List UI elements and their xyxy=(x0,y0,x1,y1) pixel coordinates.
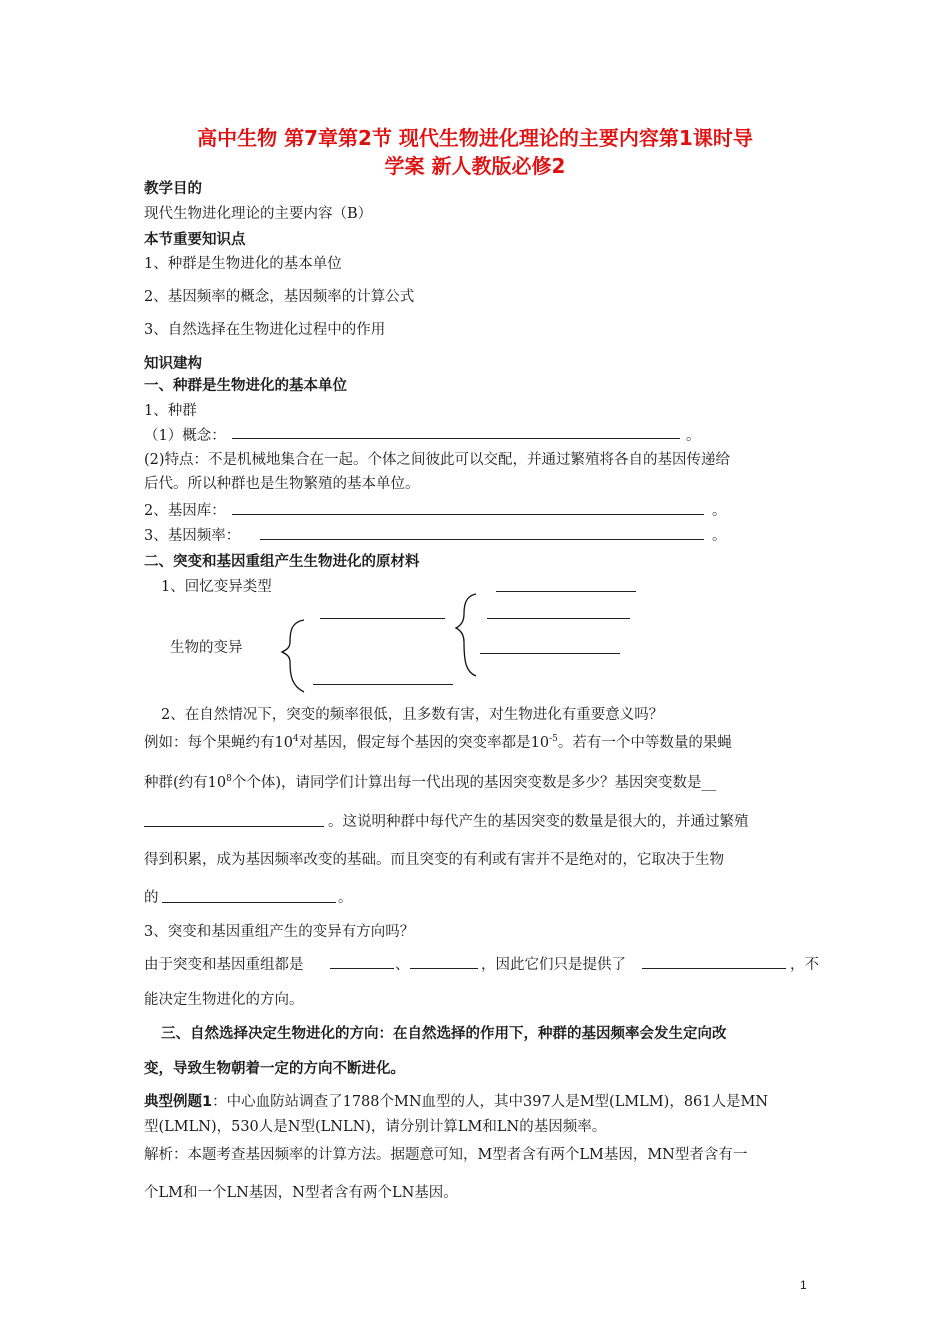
variation-blank-2[interactable] xyxy=(313,684,453,685)
concept-blank[interactable] xyxy=(232,438,680,439)
example-line4: 得到积累，成为基因频率改变的基础。而且突变的有利或有害并不是绝对的，它取决于生物 xyxy=(144,852,724,868)
undirected-blank[interactable] xyxy=(410,968,478,969)
key-point-1: 1、种群是生物进化的基本单位 xyxy=(144,256,342,272)
question-2: 2、在自然情况下，突变的频率很低，且多数有害，对生物进化有重要意义吗？ xyxy=(161,707,664,723)
example1-line2: 型(LMLN)，530人是N型(LNLN)，请分别计算LM和LN的基因频率。 xyxy=(144,1119,607,1135)
key-point-3: 3、自然选择在生物进化过程中的作用 xyxy=(144,322,386,338)
gene-pool-period: 。 xyxy=(712,503,727,519)
random-blank[interactable] xyxy=(330,968,394,969)
variation-label: 生物的变异 xyxy=(170,640,243,656)
gene-pool-label: 2、基因库： xyxy=(144,503,226,519)
direction-line2: 能决定生物进化的方向。 xyxy=(144,992,304,1008)
key-points-heading: 本节重要知识点 xyxy=(144,232,246,248)
page-number: 1 xyxy=(800,1278,807,1292)
example-line2: 种群(约有$10^8$个个体)，请同学们计算出每一代出现的基因突变数是多少？基因突变数是__ xyxy=(144,774,716,791)
document-title-line1: 高中生物 第7章第2节 现代生物进化理论的主要内容第1课时导 xyxy=(197,126,753,150)
example-line1: 例如：每个果蝇约有$10^4$对基因，假定每个基因的突变率都是$10^{-5}$。若有一个中等数量的果蝇 xyxy=(144,734,732,751)
variation-blank-3[interactable] xyxy=(496,591,636,592)
example1-label: 典型例题1 xyxy=(144,1094,213,1110)
section1-heading: 一、种群是生物进化的基本单位 xyxy=(144,378,347,394)
direction-line-sep: 、 xyxy=(395,957,410,973)
gene-freq-period: 。 xyxy=(712,528,727,544)
variation-blank-4[interactable] xyxy=(487,618,630,619)
document-title-line2: 学案 新人教版必修2 xyxy=(384,154,566,178)
section1-item1: 1、种群 xyxy=(144,403,197,419)
example-line3: 。这说明种群中每代产生的基因突变的数量是很大的，并通过繁殖 xyxy=(328,814,749,830)
variation-braces xyxy=(280,586,650,698)
example-line5-end: 。 xyxy=(338,890,353,906)
key-point-2: 2、基因频率的概念，基因频率的计算公式 xyxy=(144,289,415,305)
variation-blank-5[interactable] xyxy=(480,653,620,654)
feature-line2: 后代。所以种群也是生物繁殖的基本单位。 xyxy=(144,476,420,492)
feature-line1: (2)特点：不是机械地集合在一起。个体之间彼此可以交配，并通过繁殖将各自的基因传递给 xyxy=(144,452,731,468)
goal-heading: 教学目的 xyxy=(144,181,202,197)
concept-period: 。 xyxy=(686,428,701,444)
raw-material-blank[interactable] xyxy=(642,968,786,969)
construction-heading: 知识建构 xyxy=(144,356,202,372)
gene-pool-blank[interactable] xyxy=(232,514,704,515)
analysis-line1: 解析：本题考查基因频率的计算方法。据题意可知，M型者含有两个LM基因，MN型者含有一 xyxy=(144,1147,748,1163)
direction-line-part1: 由于突变和基因重组都是 xyxy=(144,957,304,973)
example-line5-start: 的 xyxy=(144,890,159,906)
recall-variation-types: 1、回忆变异类型 xyxy=(161,579,272,595)
direction-line-part2: ，因此它们只是提供了 xyxy=(481,957,626,973)
mutation-count-blank[interactable] xyxy=(144,826,324,827)
gene-freq-label: 3、基因频率： xyxy=(144,528,241,544)
goal-text: 现代生物进化理论的主要内容（B） xyxy=(144,206,373,222)
example1-line1: 典型例题1：中心血防站调查了1788个MN血型的人，其中397人是M型(LMLM)，861人是MN xyxy=(144,1094,769,1110)
environment-blank[interactable] xyxy=(162,902,336,903)
section2-heading: 二、突变和基因重组产生生物进化的原材料 xyxy=(144,554,420,570)
section3-line1: 三、自然选择决定生物进化的方向：在自然选择的作用下，种群的基因频率会发生定向改 xyxy=(161,1026,727,1042)
direction-line-part3: ，不 xyxy=(790,957,819,973)
gene-freq-blank[interactable] xyxy=(260,539,704,540)
section3-line2: 变，导致生物朝着一定的方向不断进化。 xyxy=(144,1061,405,1077)
inner-brace xyxy=(456,594,476,676)
outer-brace xyxy=(282,620,304,692)
variation-blank-1[interactable] xyxy=(320,618,445,619)
concept-label: （1）概念： xyxy=(144,428,226,444)
question-3: 3、突变和基因重组产生的变异有方向吗？ xyxy=(144,924,415,940)
analysis-line2: 个LM和一个LN基因，N型者含有两个LN基因。 xyxy=(144,1185,458,1201)
